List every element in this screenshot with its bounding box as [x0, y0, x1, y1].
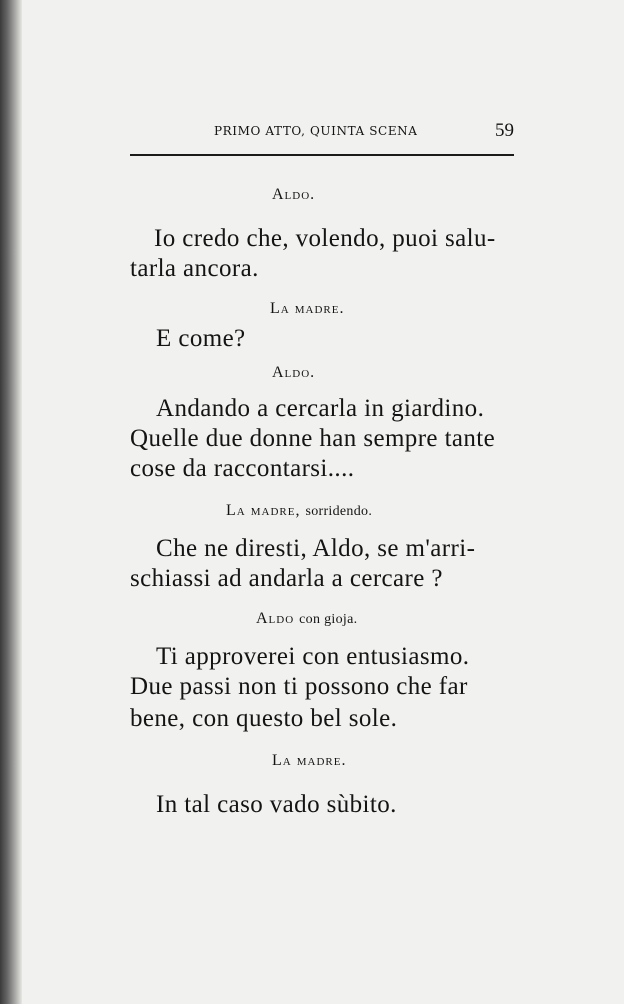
- dialogue-line-text: Che ne diresti, Aldo, se m'arri-: [156, 535, 476, 562]
- dialogue-line-text: E come?: [156, 325, 246, 352]
- speaker-label: [272, 186, 315, 204]
- dialogue-line: [130, 456, 354, 481]
- dialogue-line: [156, 536, 475, 561]
- dialogue-line: [130, 426, 495, 451]
- dialogue-line: [156, 396, 484, 421]
- speaker-label: [272, 752, 346, 770]
- dialogue-line-text: tarla ancora.: [130, 255, 259, 282]
- dialogue-line: [156, 792, 397, 817]
- dialogue-line-text: Ti approverei con entusiasmo.: [156, 643, 470, 670]
- speaker-name: La madre,: [226, 502, 301, 519]
- dialogue-line-text: Due passi non ti possono che far: [130, 673, 468, 700]
- running-head: [130, 120, 514, 144]
- dialogue-line: [130, 706, 397, 731]
- speaker-name: Aldo: [256, 610, 295, 627]
- dialogue-line: [130, 674, 468, 699]
- stage-direction: con gioja.: [299, 612, 358, 627]
- dialogue-line-text: bene, con questo bel sole.: [130, 705, 398, 732]
- speaker-name: La madre.: [270, 300, 345, 317]
- speaker-name: Aldo.: [272, 186, 316, 203]
- header-rule: [130, 154, 514, 156]
- dialogue-line-text: Andando a cercarla in giardino.: [156, 395, 485, 422]
- dialogue-line-text: Io credo che, volendo, puoi salu-: [154, 225, 496, 252]
- dialogue-line-text: schiassi ad andarla a cercare ?: [130, 565, 443, 592]
- running-head-title: PRIMO ATTO, QUINTA SCENA: [214, 124, 418, 138]
- dialogue-line: [130, 566, 443, 591]
- dialogue-line: [156, 326, 246, 351]
- page-number: 59: [495, 120, 514, 141]
- speaker-name: La madre.: [272, 752, 347, 769]
- speaker-label: [270, 300, 344, 318]
- speaker-name: Aldo.: [272, 364, 316, 381]
- speaker-label: [272, 364, 315, 382]
- dialogue-line-text: Quelle due donne han sempre tante: [130, 425, 496, 452]
- speaker-label: [256, 610, 357, 628]
- dialogue-line: [156, 644, 469, 669]
- stage-direction: sorridendo.: [305, 504, 373, 519]
- dialogue-line-text: In tal caso vado sùbito.: [156, 791, 397, 818]
- dialogue-line: [154, 226, 512, 251]
- dialogue-line-text: cose da raccontarsi....: [130, 455, 355, 482]
- dialogue-line: [130, 256, 259, 281]
- book-binding-edge: [0, 0, 22, 1004]
- speaker-label: [226, 502, 372, 520]
